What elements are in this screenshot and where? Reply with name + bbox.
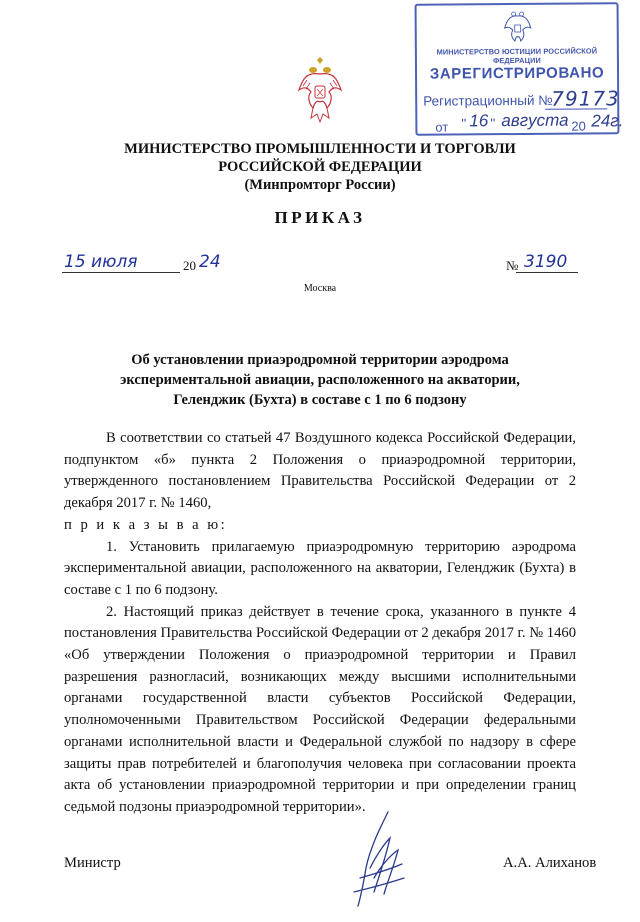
stamp-reg-label: Регистрационный № [423, 92, 553, 109]
ministry-header [70, 140, 570, 194]
order-number-label: № [506, 258, 519, 273]
stamp-date-from: от [435, 119, 449, 135]
order-number-underline [516, 272, 578, 273]
stamp-quote-open: " [461, 115, 467, 132]
signatory-title: Министр [64, 855, 121, 871]
handwritten-signature [340, 808, 420, 912]
order-word: п р и к а з ы в а ю: [64, 516, 228, 533]
document-type-title: ПРИКАЗ [274, 208, 366, 227]
order-subject [64, 350, 576, 410]
order-date-underline [62, 272, 180, 273]
registration-stamp [415, 2, 624, 135]
order-year-prefix: 20 [183, 258, 196, 273]
order-number-handwritten: 3190 [524, 252, 568, 272]
stamp-year-prefix: 20 [571, 118, 586, 134]
subject-line: Об установлении приаэродромной территории аэродрома [131, 352, 509, 368]
item-1-paragraph: 1. Установить прилагаемую приаэродромную территорию аэродрома экспериментальной авиации, расположенного на акватории, Геленджик (Бухта) в составе с 1 по 6 подзону. [64, 538, 576, 598]
stamp-year-suffix: 24г. [591, 111, 624, 131]
subject-line: экспериментальной авиации, расположенного на акватории, [120, 372, 520, 388]
stamp-status: ЗАРЕГИСТРИРОВАНО [429, 64, 605, 83]
ministry-line: РОССИЙСКОЙ ФЕДЕРАЦИИ [218, 159, 422, 175]
stamp-quote-close: " [490, 115, 496, 132]
order-body [64, 428, 576, 819]
city: Москва [303, 283, 337, 294]
stamp-day: 16 [469, 111, 489, 131]
ministry-line: (Минпромторг России) [244, 177, 396, 193]
signatory-name: А.А. Алиханов [503, 855, 597, 871]
stamp-eagle-icon [503, 10, 533, 44]
subject-line: Геленджик (Бухта) в составе с 1 по 6 подзону [173, 392, 467, 408]
order-year-handwritten: 24 [199, 252, 221, 272]
ministry-line: МИНИСТЕРСТВО ПРОМЫШЛЕННОСТИ И ТОРГОВЛИ [124, 141, 516, 157]
order-date-handwritten: 15 июля [64, 252, 138, 272]
stamp-reg-number: 79173 [551, 86, 620, 111]
preamble-paragraph: В соответствии со статьей 47 Воздушного кодекса Российской Федерации, подпунктом «б» пункта 2 Положения о приаэродромной территории, утвержденного постановлением Правительства Российской Федерации от 2 декабря 2017 г. № 1460, [64, 430, 576, 512]
stamp-ministry: МИНИСТЕРСТВО ЮСТИЦИИ РОССИЙСКОЙ ФЕДЕРАЦИИ [436, 46, 598, 66]
coat-of-arms-icon [297, 56, 343, 128]
item-2-paragraph: 2. Настоящий приказ действует в течение срока, указанного в пункте 4 постановления Правительства Российской Федерации от 2 декабря 2017 г. № 1460 «Об утверждении Положения о приаэродромной территории и Правил разрешения разногласий, возникающих между высшими исполнительными органами государственной власти субъектов Российской Федерации, уполномоченными Правительством Российской Федерации федеральными органами исполнительной власти и Федеральной службой по надзору в сфере защиты прав потребителей и благополучия человека при согласовании проекта акта об установлении приаэродромной территории и при определении границ седьмой подзоны приаэродромной территории». [64, 603, 576, 815]
stamp-month: августа [501, 110, 569, 131]
